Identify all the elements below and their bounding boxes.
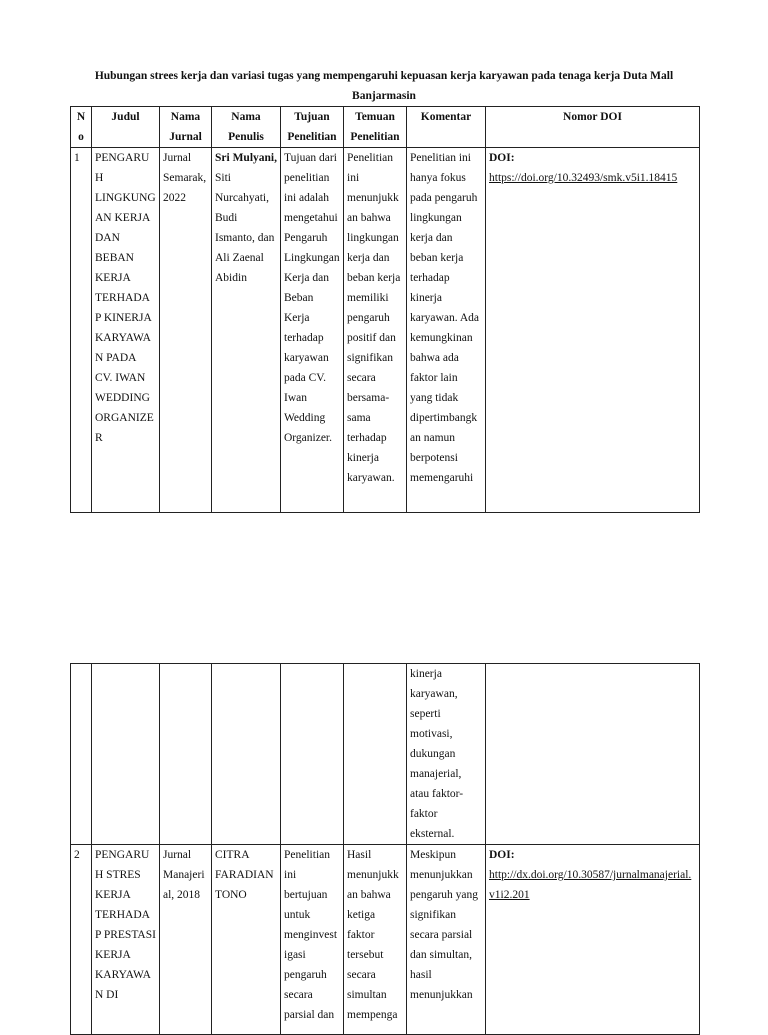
table-row	[71, 148, 700, 513]
literature-table-page-2	[70, 663, 700, 1035]
table-row	[71, 845, 700, 1035]
cell-tujuan: Penelitian ini bertujuan untuk menginvestigasi pengaruh secara parsial dan	[281, 845, 344, 1035]
cell-temuan: Penelitian ini menunjukkan bahwa lingkungan kerja dan beban kerja memiliki pengaruh positif dan signifikan secara bersama-sama terhadap kinerja karyawan.	[344, 148, 407, 513]
cell-tujuan: Tujuan dari penelitian ini adalah mengetahui Pengaruh Lingkungan Kerja dan Beban Kerja terhadap karyawan pada CV. Iwan Wedding Organizer.	[281, 148, 344, 513]
cell-nama-jurnal: Jurnal Manajerial, 2018	[160, 845, 212, 1035]
doi-link[interactable]: http://dx.doi.org/10.30587/jurnalmanajerial.v1i2.201	[489, 869, 692, 901]
cell-nama-penulis: CITRA FARADIAN TONO	[212, 845, 281, 1035]
cell-nama-jurnal: Jurnal Semarak, 2022	[160, 148, 212, 513]
header-nama-penulis: Nama Penulis	[212, 107, 281, 148]
table-header-row	[71, 107, 700, 148]
cell-no: 2	[71, 845, 92, 1035]
cell-komentar: kinerja karyawan, seperti motivasi, dukungan manajerial, atau faktor-faktor eksternal.	[407, 664, 486, 845]
header-judul: Judul	[92, 107, 160, 148]
cell-doi	[486, 664, 700, 845]
cell-nama-penulis	[212, 148, 281, 513]
header-no: No	[71, 107, 92, 148]
cell-tujuan	[281, 664, 344, 845]
co-authors: Siti Nurcahyati, Budi Ismanto, dan Ali Zaenal Abidin	[215, 172, 275, 284]
table-row-continued	[71, 664, 700, 845]
header-nama-jurnal: Nama Jurnal	[160, 107, 212, 148]
header-tujuan: Tujuan Penelitian	[281, 107, 344, 148]
header-doi: Nomor DOI	[486, 107, 700, 148]
cell-komentar: Penelitian ini hanya fokus pada pengaruh lingkungan kerja dan beban kerja terhadap kinerja karyawan. Ada kemungkinan bahwa ada faktor lain yang tidak dipertimbangkan namun berpotensi memengaruhi	[407, 148, 486, 513]
cell-nama-jurnal	[160, 664, 212, 845]
header-temuan: Temuan Penelitian	[344, 107, 407, 148]
cell-no: 1	[71, 148, 92, 513]
cell-doi	[486, 148, 700, 513]
cell-judul	[92, 664, 160, 845]
cell-temuan	[344, 664, 407, 845]
page-title: Hubungan strees kerja dan variasi tugas yang mempengaruhi kepuasan kerja karyawan pada tenaga kerja Duta Mall Banjarmasin	[94, 70, 674, 102]
cell-judul: PENGARUH LINGKUNGAN KERJA DAN BEBAN KERJA TERHADAP KINERJA KARYAWAN PADA CV. IWAN WEDDING ORGANIZER	[92, 148, 160, 513]
cell-no	[71, 664, 92, 845]
cell-komentar: Meskipun menunjukkan pengaruh yang signifikan secara parsial dan simultan, hasil menunjukkan	[407, 845, 486, 1035]
header-komentar: Komentar	[407, 107, 486, 148]
doi-label: DOI:	[489, 152, 515, 164]
cell-temuan: Hasil menunjukkan bahwa ketiga faktor tersebut secara simultan mempenga	[344, 845, 407, 1035]
cell-nama-penulis	[212, 664, 281, 845]
cell-judul: PENGARUH STRES KERJA TERHADAP PRESTASI KERJA KARYAWAN DI	[92, 845, 160, 1035]
doi-link[interactable]: https://doi.org/10.32493/smk.v5i1.18415	[489, 172, 678, 184]
cell-doi	[486, 845, 700, 1035]
doi-label: DOI:	[489, 849, 515, 861]
literature-table-page-1	[70, 106, 700, 513]
lead-author: Sri Mulyani,	[215, 152, 277, 164]
